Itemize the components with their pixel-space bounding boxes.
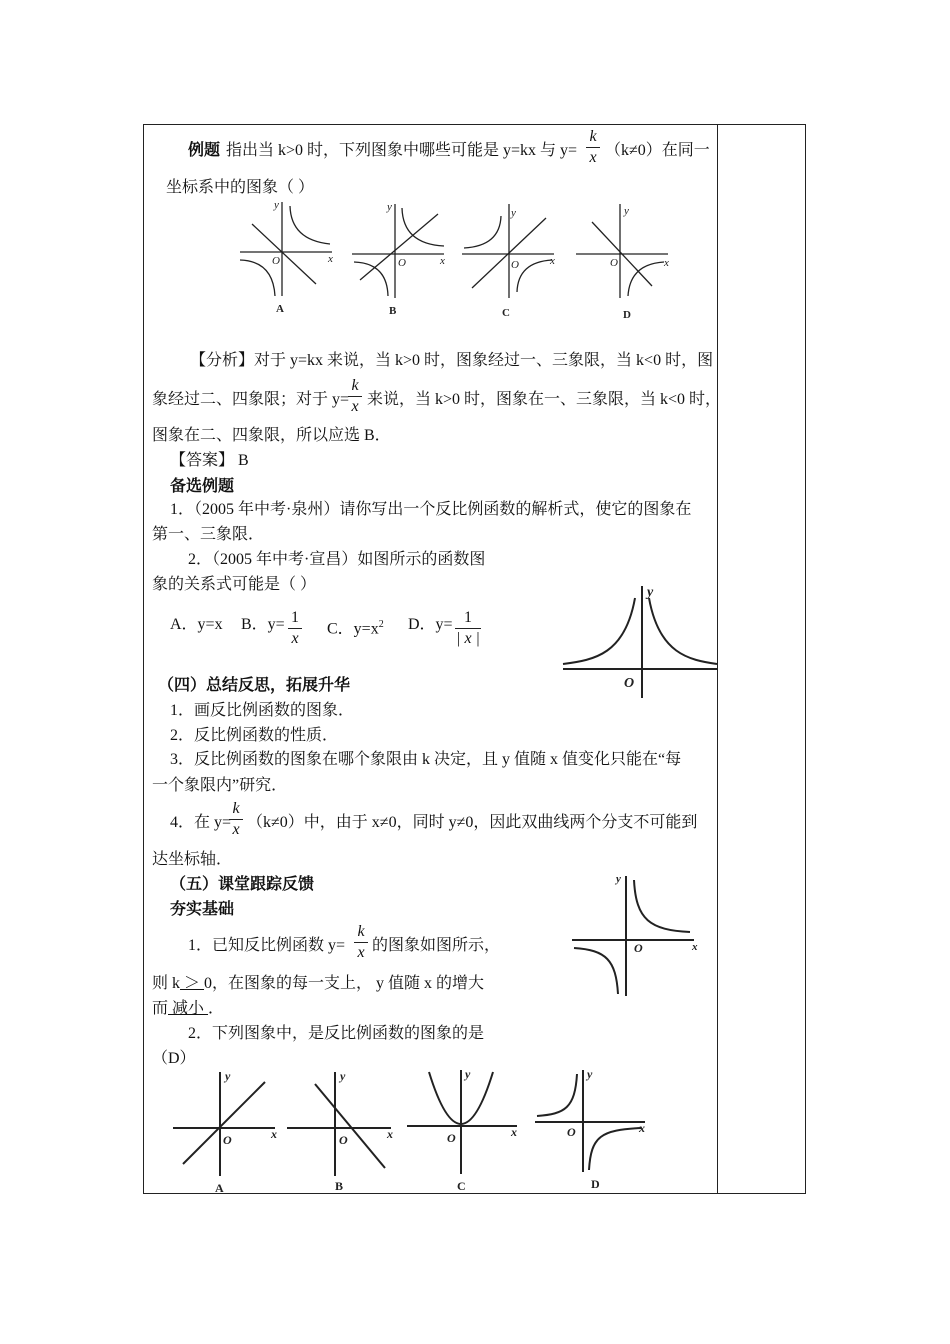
q2-graph-c-origin: O [447, 1131, 456, 1145]
fraction-denominator: x [589, 149, 597, 166]
fraction-numerator: k [589, 128, 597, 145]
graph-b-x-label: x [440, 255, 445, 267]
q1-line2-suffix: 0，在图象的每一支上， y 值随 x 的增大 [204, 975, 485, 992]
q2-graph-a-caption: A [215, 1181, 224, 1194]
option-b-fraction [288, 609, 302, 648]
q2-graph-c-caption: C [457, 1179, 466, 1193]
backup-q2-figure [555, 574, 720, 702]
graph-b-caption: B [389, 305, 397, 317]
fraction-bar [288, 628, 302, 629]
q2-graph-b-line [315, 1084, 385, 1168]
example-fraction [586, 128, 600, 167]
fraction-bar [354, 942, 368, 943]
summary-point-4-a: 4．在 y= [170, 814, 232, 831]
fraction-numerator: k [351, 377, 359, 394]
graph-a-x-label: x [328, 253, 333, 265]
summary-point-4-b: （k≠0）中，由于 x≠0，同时 y≠0，因此双曲线两个分支不可能到 [247, 814, 698, 831]
graph-a-branch-1 [290, 206, 330, 244]
feedback-q1-figure [566, 870, 706, 1000]
q2-graph-c-y-label: y [465, 1067, 471, 1081]
fraction-bar [455, 628, 481, 629]
graph-a-origin: O [272, 255, 280, 267]
backup-option-a: A．y=x [170, 616, 223, 633]
feedback-subheading: 夯实基础 [170, 901, 235, 918]
graph-d-origin: O [610, 257, 618, 269]
q1-line3-prefix: 而 [152, 1000, 169, 1017]
q2-graph-d-branch-1 [537, 1074, 577, 1116]
fraction-numerator: 1 [291, 609, 299, 626]
q1-answer-blank-2: 减小 [168, 1000, 209, 1017]
graph-c-y-label: y [511, 207, 516, 219]
fraction-numerator: 1 [464, 609, 472, 626]
analysis-line1: 【分析】对于 y=kx 来说，当 k>0 时，图象经过一、三象限，当 k<0 时，图 [190, 352, 714, 369]
q2-graph-d-origin: O [567, 1125, 576, 1139]
fig-right-branch [649, 598, 717, 664]
q1-line2-prefix: 则 k [152, 975, 181, 992]
q2-graph-a-origin: O [223, 1133, 232, 1147]
summary-fraction [229, 800, 243, 839]
feedback-q2-line2: （D） [152, 1050, 196, 1067]
q2-graph-a-x-label: x [271, 1127, 277, 1141]
graph-c-branch-2 [517, 260, 552, 292]
analysis-line3: 图象在二、四象限，所以应选 B． [152, 427, 391, 444]
feedback-q1-line2 [152, 974, 484, 994]
summary-point-4-line2: 达坐标轴． [152, 851, 233, 868]
q1-line3-suffix: ． [208, 1000, 225, 1017]
graph-a-line [252, 224, 316, 284]
fraction-bar [229, 819, 243, 820]
q2-graph-b-caption: B [335, 1179, 344, 1193]
summary-point-3-line2: 一个象限内”研究． [152, 777, 288, 794]
fraction-numerator: k [232, 800, 240, 817]
fraction-bar [348, 396, 362, 397]
q2-graph-d-branch-2 [589, 1128, 641, 1170]
graph-c-origin: O [511, 259, 519, 271]
q2-graph-c-x-label: x [511, 1125, 517, 1139]
summary-point-2: 2．反比例函数的性质． [170, 727, 339, 744]
backup-option-d: D．y= [408, 616, 453, 633]
graph-b-origin: O [398, 257, 406, 269]
feedback-q2-graphs [165, 1064, 665, 1194]
q1fig-y-label: y [616, 873, 621, 885]
fig-y-label: y [647, 585, 654, 600]
fig-origin: O [624, 676, 635, 691]
option-c-text: C．y=x [327, 620, 379, 638]
fraction-denominator: x [357, 944, 365, 961]
feedback-q1-line3 [152, 999, 224, 1019]
fraction-denominator: | x | [456, 630, 480, 647]
feedback-heading: （五）课堂跟踪反馈 [170, 876, 315, 893]
q1-answer-blank-1: ＞ [180, 975, 205, 992]
graph-d-y-label: y [624, 205, 629, 217]
q2-graph-a-line [183, 1082, 265, 1164]
graph-b-branch-2 [354, 262, 388, 296]
feedback-q2-line1: 2．下列图象中，是反比例函数的图象的是 [188, 1025, 485, 1042]
summary-point-1: 1．画反比例函数的图象． [170, 702, 355, 719]
q2-graph-d-y-label: y [587, 1067, 593, 1081]
example-text-line1-a: 指出当 k>0 时，下列图象中哪些可能是 y=kx 与 y= [226, 142, 578, 159]
q2-graph-b-origin: O [339, 1133, 348, 1147]
example-text-line2: 坐标系中的图象（ ） [166, 179, 315, 196]
option-d-fraction [455, 609, 481, 648]
graph-a-caption: A [276, 303, 284, 315]
q2-graph-d-caption: D [591, 1177, 600, 1191]
option-c-exponent: 2 [378, 619, 384, 630]
backup-option-c [327, 615, 384, 639]
fraction-bar [586, 147, 600, 148]
fraction-numerator: k [357, 923, 365, 940]
graph-a-y-label: y [274, 199, 279, 211]
feedback-fraction [354, 923, 368, 962]
graph-b-line [360, 214, 438, 280]
fraction-denominator: x [232, 821, 240, 838]
backup-q2-line1: 2．（2005 年中考·宣昌）如图所示的函数图 [188, 551, 486, 568]
q1fig-branch-1 [634, 880, 690, 932]
graph-a-branch-2 [240, 260, 275, 296]
fraction-denominator: x [291, 630, 299, 647]
q2-graph-b-x-label: x [387, 1127, 393, 1141]
q1fig-x-label: x [692, 941, 698, 953]
graph-d-caption: D [623, 309, 631, 321]
summary-heading: （四）总结反思，拓展升华 [158, 677, 351, 694]
example-graphs [232, 196, 692, 326]
example-text-line1-b: （k≠0）在同一 [605, 142, 710, 159]
backup-heading: 备选例题 [170, 478, 235, 495]
backup-q2-line2: 象的关系式可能是（ ） [152, 576, 317, 593]
summary-point-3-line1: 3．反比例函数的图象在哪个象限由 k 决定，且 y 值随 x 值变化只能在“每 [170, 751, 682, 768]
fig-left-branch [563, 598, 635, 664]
graph-c-x-label: x [550, 255, 555, 267]
q1fig-origin: O [634, 941, 643, 955]
graph-b-y-label: y [387, 201, 392, 213]
q1fig-branch-2 [574, 948, 618, 994]
analysis-answer: 【答案】 B [170, 452, 249, 469]
q2-graph-a-y-label: y [225, 1069, 231, 1083]
analysis-line2-b: 来说，当 k>0 时，图象在一、三象限，当 k<0 时， [367, 391, 722, 408]
graph-c-caption: C [502, 307, 510, 319]
graph-c-branch-1 [464, 216, 501, 248]
feedback-q1-b: 的图象如图所示， [372, 937, 501, 954]
q2-graph-b-y-label: y [340, 1069, 346, 1083]
q2-graph-d-x-label: x [639, 1121, 645, 1135]
graph-d-x-label: x [664, 257, 669, 269]
example-heading: 例题 [188, 142, 221, 159]
analysis-line2-a: 象经过二、四象限；对于 y= [152, 391, 350, 408]
backup-option-b: B．y= [241, 616, 285, 633]
feedback-q1-a: 1．已知反比例函数 y= [188, 937, 346, 954]
fraction-denominator: x [351, 398, 359, 415]
analysis-fraction [348, 377, 362, 416]
backup-q1-line2: 第一、三象限． [152, 526, 265, 543]
backup-q1-line1: 1．（2005 年中考·泉州）请你写出一个反比例函数的解析式，使它的图象在 [170, 501, 692, 518]
